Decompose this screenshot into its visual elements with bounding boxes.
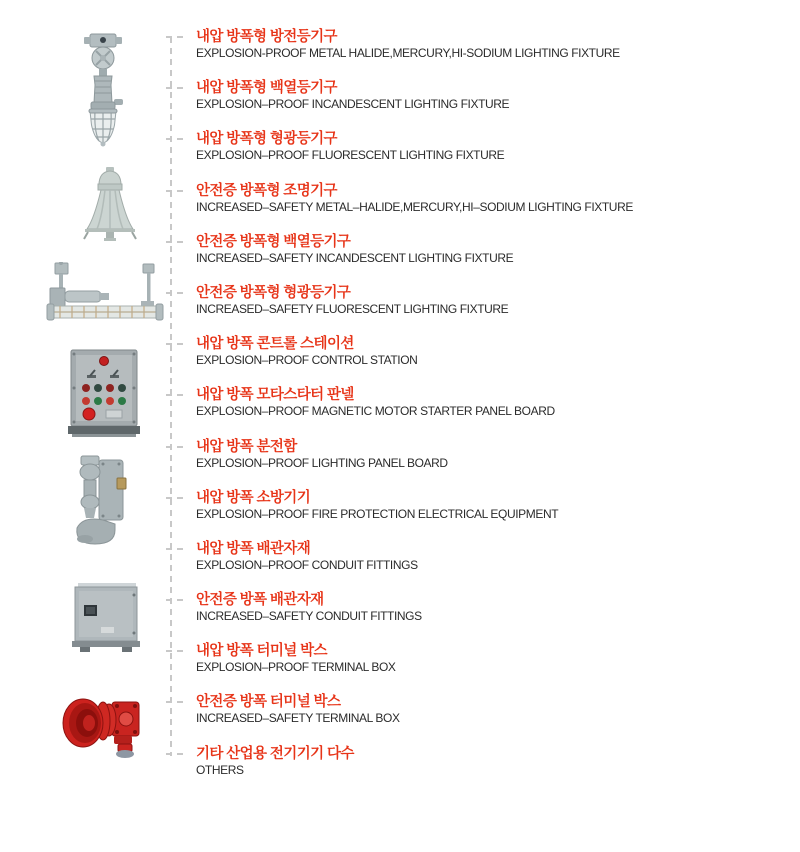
product-title-ko: 내압 방폭 모타스타터 판넬: [196, 387, 354, 404]
product-item: [0, 336, 800, 387]
connector-tick: [166, 241, 185, 243]
connector-tick: [166, 394, 185, 396]
connector-tick: [166, 446, 185, 448]
connector-tick: [166, 650, 185, 652]
product-title-ko: 내압 방폭형 방전등기구: [196, 29, 337, 45]
product-title-ko: 내압 방폭형 백열등기구: [196, 80, 337, 97]
product-title-en: EXPLOSION–PROOF CONTROL STATION: [196, 353, 418, 368]
product-title-ko: 기타 산업용 전기기기 다수: [196, 745, 354, 762]
product-title-ko: 안전증 방폭형 조명기구: [196, 182, 337, 199]
product-item: [0, 183, 800, 234]
connector-tick: [166, 548, 185, 550]
product-item: [0, 746, 800, 797]
product-title-en: OTHERS: [196, 762, 244, 777]
product-item: [0, 439, 800, 490]
product-title-ko: 내압 방폭 배관자재: [196, 540, 311, 557]
product-item: [0, 643, 800, 694]
product-title-ko: 안전증 방폭형 백열등기구: [196, 233, 351, 250]
connector-tick: [166, 87, 185, 89]
product-title-en: INCREASED–SAFETY TERMINAL BOX: [196, 711, 400, 726]
product-item: [0, 490, 800, 541]
product-title-en: EXPLOSION–PROOF FIRE PROTECTION ELECTRICAL EQUIPMENT: [196, 506, 559, 521]
product-title-en: INCREASED–SAFETY METAL–HALIDE,MERCURY,HI–SODIUM LIGHTING FIXTURE: [196, 199, 633, 214]
product-title-ko: 내압 방폭 소방기기: [196, 489, 311, 506]
connector-tick: [166, 701, 185, 703]
product-title-en: EXPLOSION–PROOF CONDUIT FITTINGS: [196, 557, 418, 572]
connector-tick: [166, 190, 185, 192]
product-title-en: EXPLOSION–PROOF MAGNETIC MOTOR STARTER PANEL BOARD: [196, 404, 555, 419]
product-title-en: EXPLOSION-PROOF METAL HALIDE,MERCURY,HI-SODIUM LIGHTING FIXTURE: [196, 46, 620, 60]
product-title-ko: 내압 방폭형 형광등기구: [196, 131, 337, 148]
connector-tick: [166, 497, 185, 499]
connector-tick: [166, 36, 185, 38]
product-title-ko: 안전증 방폭 터미널 박스: [196, 694, 341, 711]
product-list: [0, 29, 800, 797]
product-title-ko: 내압 방폭 콘트롤 스테이션: [196, 336, 354, 353]
product-item: [0, 592, 800, 643]
connector-tick: [166, 599, 185, 601]
product-title-ko: 안전증 방폭 배관자재: [196, 592, 324, 609]
product-item: [0, 234, 800, 285]
product-item: [0, 387, 800, 438]
connector-tick: [166, 138, 185, 140]
connector-tick: [166, 753, 185, 755]
product-item: [0, 80, 800, 131]
product-title-ko: 안전증 방폭형 형광등기구: [196, 284, 351, 301]
product-title-en: INCREASED–SAFETY FLUORESCENT LIGHTING FIXTURE: [196, 301, 509, 316]
connector-tick: [166, 292, 185, 294]
product-item: [0, 285, 800, 336]
product-title-ko: 내압 방폭 분전함: [196, 438, 297, 455]
product-title-en: EXPLOSION–PROOF TERMINAL BOX: [196, 660, 396, 675]
product-title-ko: 내압 방폭 터미널 박스: [196, 643, 327, 660]
product-title-en: EXPLOSION–PROOF LIGHTING PANEL BOARD: [196, 455, 448, 470]
product-item: [0, 541, 800, 592]
product-title-en: EXPLOSION–PROOF FLUORESCENT LIGHTING FIXTURE: [196, 148, 505, 163]
product-title-en: INCREASED–SAFETY CONDUIT FITTINGS: [196, 609, 422, 624]
connector-tick: [166, 343, 185, 345]
product-title-en: EXPLOSION–PROOF INCANDESCENT LIGHTING FIXTURE: [196, 97, 510, 112]
product-item: [0, 131, 800, 182]
product-item: [0, 694, 800, 745]
product-item: [0, 29, 800, 80]
product-title-en: INCREASED–SAFETY INCANDESCENT LIGHTING FIXTURE: [196, 250, 514, 265]
